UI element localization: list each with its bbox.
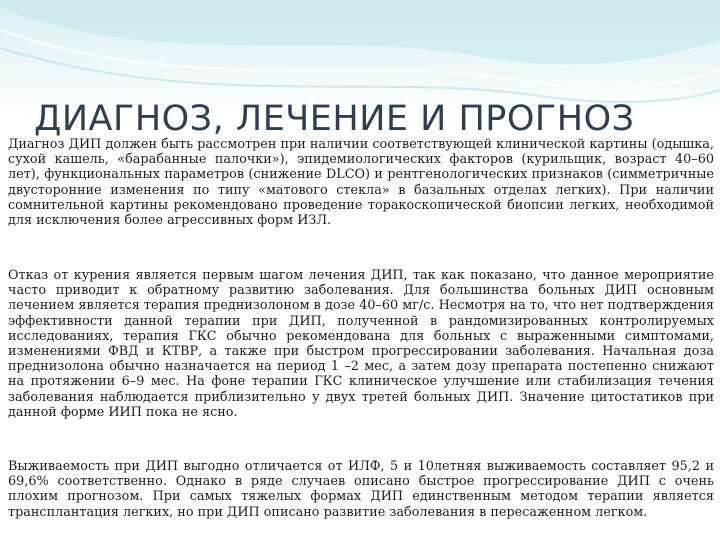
paragraph-treatment: Отказ от курения является первым шагом лечения ДИП, так как показано, что данное мероприятие часто приводит к обратному развитию заболевания. Для большинства больных ДИП основным лечением является терапия преднизолоном в дозе 40–60 мг/с. Несмотря на то, что нет подтверждения эффективности данной терапии при ДИП, полученной в рандомизированных контролируемых исследованиях, терапия ГКС обычно рекомендована для больных с выраженными симптомами, изменениями ФВД и КТВР, а также при быстром прогрессировании заболевания. Начальная доза преднизолона обычно назначается на период 1 –2 мес, а затем дозу препарата постепенно снижают на протяжении 6–9 мес. На фоне терапии ГКС клиническое улучшение или стабилизация течения заболевания наблюдается приблизительно у двух третей больных ДИП. Значение цитостатиков при данной форме ИИП пока не ясно.: [8, 268, 714, 420]
paragraph-diagnosis: Диагноз ДИП должен быть рассмотрен при наличии соответствующей клинической картины (одышка, сухой кашель, «барабанные палочки»), эпидемиологических факторов (курильщик, возраст 40–60 лет), функциональных параметров (снижение DLCO) и рентгенологических признаков (симметричные двусторонние изменения по типу «матового стекла» в базальных отделах легких). При наличии сомнительной картины рекомендовано проведение торакоскопической биопсии легких, необходимой для исключения более агрессивных форм ИЗЛ.: [8, 137, 714, 229]
slide-title: ДИАГНОЗ, ЛЕЧЕНИЕ И ПРОГНОЗ: [34, 99, 635, 139]
paragraph-prognosis: Выживаемость при ДИП выгодно отличается от ИЛФ, 5 и 10летняя выживаемость составляет 95,2 и 69,6% соответственно. Однако в ряде случаев описано быстрое прогрессирование ДИП с очень плохим прогнозом. При самых тяжелых формах ДИП единственным методом терапии является трансплантация легких, но при ДИП описано развитие заболевания в пересаженном легком.: [8, 459, 714, 520]
